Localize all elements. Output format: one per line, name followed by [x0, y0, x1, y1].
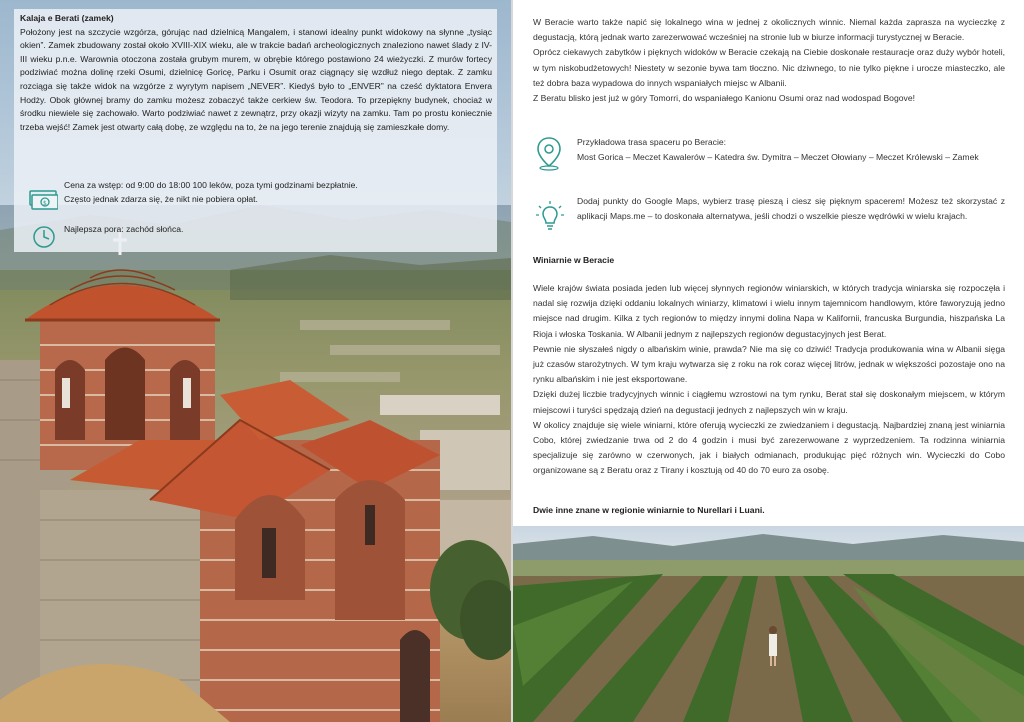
castle-title: Kalaja e Berati (zamek) [20, 13, 114, 23]
intro-paragraph-1: W Beracie warto także napić się lokalnego wina w jednej z okolicznych winnic. Niemal każda zaprasza na wycieczkę z degustacją, którą jednak warto zarezerwować wcześniej na stronie lub w biurze informacji turystycznej w Beracie. [533, 17, 1005, 43]
lightbulb-icon [535, 200, 565, 237]
clock-icon [32, 225, 56, 254]
entry-fee-note: Często jednak zdarza się, że nikt nie pobiera opłat. [64, 194, 258, 204]
left-page [0, 0, 511, 722]
wine-paragraph-4: W okolicy znajduje się wiele winiarni, które oferują wycieczki ze zwiedzaniem i degustacją. Najbardziej znaną jest winiarnia Cobo, której zwiedzanie trwa od 2 do 4 godzin i musi być zarezerwowane z wyprzedzeniem. Ta rodzinna winiarnia specjalizuje się zarówno w czerwonych, jak i białych odmianach, produkując pięć różnych win. Wycieczki do Cobo organizowane są z Beratu oraz z Tirany i kosztują od 40 do 70 euro za osobę. [533, 419, 1005, 476]
walking-route [577, 135, 1005, 165]
intro-text [533, 15, 1005, 106]
best-time-text: Najlepsza pora: zachód słońca. [64, 224, 184, 234]
intro-paragraph-3: Z Beratu blisko jest już w góry Tomorri, do wspaniałego Kanionu Osumi oraz nad wodospad Bogove! [533, 93, 915, 104]
money-icon [28, 187, 58, 216]
intro-paragraph-2: Oprócz ciekawych zabytków i pięknych widoków w Beracie czekają na Ciebie doskonałe restauracje oraz duży wybór hoteli, w tym niskobudżetowych! Niestety w sezonie bywa tam tłoczno. Nic dziwnego, to nie tylko piękne i urocze miasteczko, ale też dobra baza wypadowa do innych wspaniałych miejsc w Albanii. [533, 47, 1005, 88]
maps-tip: Dodaj punkty do Google Maps, wybierz trasę pieszą i ciesz się pięknym spacerem! Możesz też skorzystać z aplikacji Maps.me – to doskonała alternatywa, jeśli chodzi o wszelkie piesze wędrówki w wielu krajach. [577, 196, 1005, 222]
wine-paragraph-2: Pewnie nie słyszałeś nigdy o albańskim winie, prawda? Nie ma się co dziwić! Tradycja produkowania wina w Albanii sięga już czasów starożytnych. W tym kraju wytwarza się z roku na rok coraz więcej litrów, jednak w większości pozostaje ono na rynku albańskim i nie jest eksportowane. [533, 343, 1005, 385]
route-title: Przykładowa trasa spaceru po Beracie: [577, 137, 727, 147]
other-wineries: Dwie inne znane w regionie winiarnie to Nurellari i Luani. [533, 505, 765, 515]
route-body: Most Gorica – Meczet Kawalerów – Katedra św. Dymitra – Meczet Ołowiany – Meczet Królewski – Zamek [577, 152, 979, 163]
right-page [513, 0, 1024, 722]
castle-description: Położony jest na szczycie wzgórza, górując nad dzielnicą Mangalem, i stanowi idealny punkt widokowy na słynne „tysiąc okien”. Zamek zbudowany został około XVIII-XIX wieku, ale w trakcie badań archeologicznych znaleziono nawet ślady z IV-III wieku p.n.e. Warownia otoczona została grubym murem, w obrębie którego postawiono 24 wieżyczki. Z murów fortecy podziwiać można dolinę rzeki Osumi, dzielnicę Goricę, Parku i Osumit oraz ciągnący się wzdłuż niego deptak. Z zamku rozciąga się także widok na wzgórze z wyrytym napisem „NEVER”. Kiedyś było to „ENVER” na cześć dyktatora Envera Hodży. Obok głównej bramy do zamku możesz zobaczyć także cerkiew św. Teodora. To przepiękny budynek, chociaż w środku niewiele się zachowało. Warto podziwiać nawet z zewnątrz, przy okazji wizyty na zamku. Tam po prostu koniecznie trzeba wejść! Zamek jest otwarty całą dobę, ze względu na to, że na jego terenie znajdują się zamieszkałe domy. [20, 26, 492, 132]
vineyard-photo [513, 526, 1024, 722]
wine-paragraph-3: Dzięki dużej liczbie tradycyjnych winnic i ciągłemu wzrostowi na tym rynku, Berat stał się doskonałym miejscem, w którym miejscowi i turyści spędzają dzień na degustacji jednych z najlepszych win w kraju. [533, 389, 1005, 415]
wine-paragraph-1: Wiele krajów świata posiada jeden lub więcej słynnych regionów winiarskich, w których tradycja winiarska się rozpoczęła i nadal się rozwija dzięki oddaniu lokalnych winiarzy, klimatowi i wielu innym tajemnicom handlowym, które faworyzują jedno miejsce nad drugim. Kilka z tych regionów to między innymi dolina Napa w Kalifornii, francuska Burgundia, hiszpańska La Rioja i włoska Toskania. W Albanii jednym z najlepszych regionów degustacyjnych jest Berat. [533, 283, 1005, 339]
wine-section-title: Winiarnie w Beracie [533, 255, 615, 265]
location-pin-icon [535, 136, 563, 177]
castle-info-box [14, 9, 497, 252]
svg-text:$: $ [43, 200, 47, 207]
entry-fee-text: Cena za wstęp: od 9:00 do 18:00 100 leków, poza tymi godzinami bezpłatnie. [64, 180, 358, 190]
wine-text [533, 281, 1005, 479]
